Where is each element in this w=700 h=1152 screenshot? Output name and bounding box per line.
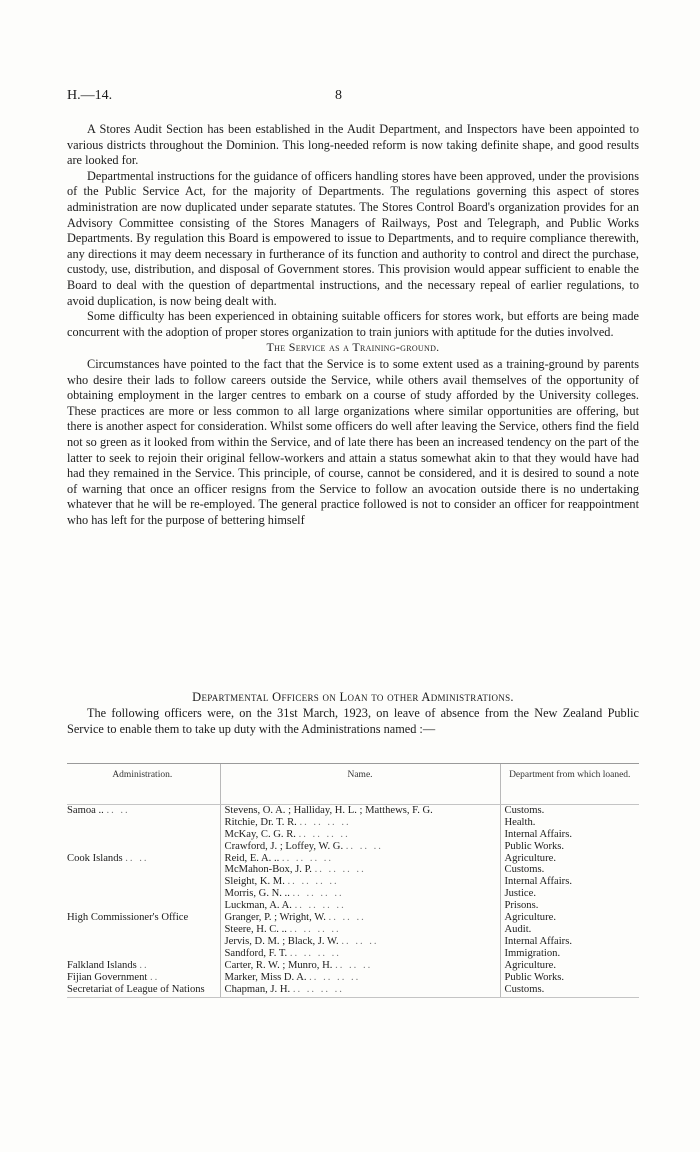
admin-cell [67, 936, 220, 948]
name-cell: Luckman, A. A. .. .. .. .. [220, 900, 500, 912]
name-cell: Sleight, K. M. .. .. .. .. [220, 876, 500, 888]
table-row [67, 984, 639, 998]
admin-cell: High Commissioner's Office [67, 912, 189, 924]
name-cell: Crawford, J. ; Loffey, W. G. .. .. .. [220, 841, 500, 853]
table-row [67, 972, 639, 984]
dept-cell: Internal Affairs. [500, 829, 639, 841]
name-cell: Ritchie, Dr. T. R. .. .. .. .. [220, 817, 500, 829]
table-row [67, 960, 639, 972]
dept-cell: Justice. [500, 888, 639, 900]
admin-cell: Secretariat of League of Nations [67, 984, 220, 998]
table-row [67, 841, 639, 853]
dept-cell: Agriculture. [500, 960, 639, 972]
name-cell: Morris, G. N. .. .. .. .. .. [220, 888, 500, 900]
table-row [67, 888, 639, 900]
name-cell: McKay, C. G. R. .. .. .. .. [220, 829, 500, 841]
paragraph: A Stores Audit Section has been established in the Audit Department, and Inspectors have been appointed to various districts throughout the Dominion. This long-needed reform is now taking definite shape, and good results are looked for. [67, 122, 639, 168]
section-heading-training-ground: The Service as a Training-ground. [266, 340, 440, 354]
section-heading-officers-on-loan: Departmental Officers on Loan to other Administrations. [192, 690, 514, 704]
dept-cell: Customs. [500, 864, 639, 876]
dept-cell: Customs. [500, 984, 639, 998]
admin-cell: Samoa .. .. .. [67, 804, 130, 816]
name-cell: Stevens, O. A. ; Halliday, H. L. ; Matthews, F. G. [220, 804, 500, 816]
table-row [67, 817, 639, 829]
name-cell: Jervis, D. M. ; Black, J. W. .. .. .. [220, 936, 500, 948]
admin-cell [67, 888, 220, 900]
admin-cell [67, 817, 220, 829]
page-number: 8 [335, 88, 342, 103]
paragraph: The following officers were, on the 31st March, 1923, on leave of absence from the New Zealand Public Service to enable them to take up duty with the Administrations named :— [67, 706, 639, 736]
paragraph: Some difficulty has been experienced in obtaining suitable officers for stores work, but efforts are being made concurrent with the adoption of proper stores organization to train juniors with aptitude for the duties involved. [67, 309, 639, 339]
admin-cell [67, 924, 220, 936]
table-row [67, 936, 639, 948]
name-cell: Carter, R. W. ; Munro, H. .. .. .. [220, 960, 500, 972]
dept-cell: Agriculture. [500, 912, 639, 924]
paragraph: Departmental instructions for the guidance of officers handling stores have been approved, under the provisions of the Public Service Act, for the majority of Departments. The regulations governing this aspect of stores administration are now duplicated under separate statutes. The Stores Control Board's organization provides for an Advisory Committee consisting of the Stores Managers of Railways, Post and Telegraph, and Public Works Departments. By regulation this Board is empowered to issue to Departments, and to require compliance therewith, any directions it may deem necessary in furtherance of its function and authority to control and direct the purchase, custody, use, distribution, and disposal of Government stores. This provision would appear sufficient to enable the Board to deal with the question of departmental instructions, and the necessary repeal of earlier regulations, to avoid duplication, is now being dealt with. [67, 168, 639, 308]
table-row [67, 829, 639, 841]
dept-cell: Health. [500, 817, 639, 829]
name-cell: Marker, Miss D. A. .. .. .. .. [220, 972, 500, 984]
table-row [67, 804, 639, 816]
admin-cell: Falkland Islands .. [67, 959, 149, 971]
admin-cell [67, 829, 220, 841]
dept-cell: Internal Affairs. [500, 936, 639, 948]
dept-cell: Agriculture. [500, 853, 639, 865]
stores-audit-section [67, 122, 639, 340]
table-row [67, 900, 639, 912]
column-header-name: Name. [220, 764, 500, 805]
name-cell: Chapman, J. H. .. .. .. .. [220, 984, 500, 998]
table-row [67, 912, 639, 924]
table-row [67, 853, 639, 865]
table-row [67, 948, 639, 960]
name-cell: Granger, P. ; Wright, W. .. .. .. [220, 912, 500, 924]
admin-cell [67, 948, 220, 960]
table-row [67, 924, 639, 936]
table-header-row [67, 764, 639, 805]
dept-cell: Public Works. [500, 972, 639, 984]
dept-cell: Public Works. [500, 841, 639, 853]
officers-on-loan-intro [67, 706, 639, 737]
dept-cell: Customs. [500, 804, 639, 816]
admin-cell [67, 841, 220, 853]
table-row [67, 876, 639, 888]
column-header-department: Department from which loaned. [500, 764, 639, 805]
dept-cell: Immigration. [500, 948, 639, 960]
paragraph: Circumstances have pointed to the fact that the Service is to some extent used as a training-ground by parents who desire their lads to follow careers outside the Service, while others avail themselves of the opportunity of obtaining employment in the larger centres to embark on a course of study afforded by the University colleges. These practices are more or less common to all large organizations where similar opportunities are offering, but there is another aspect for consideration. Whilst some officers do well after leaving the Service, others find the field not so green as it looked from within the Service, and of late there has been an increased tendency on the part of the latter to seek to rejoin their original fellow-workers and attain a status somewhat akin to that they would have had had they remained in the Service. This principle, of course, cannot be considered, and it is desired to sound a note of warning that once an officer resigns from the Service to follow an avocation outside there is no undertaking whatever that he will be re-employed. The general practice followed is not to consider an officer for reappointment who has left for the purpose of bettering himself [67, 357, 639, 527]
table-row [67, 864, 639, 876]
name-cell: Steere, H. C. .. .. .. .. .. [220, 924, 500, 936]
report-reference: H.—14. [67, 88, 113, 103]
admin-cell [67, 876, 220, 888]
admin-cell: Cook Islands .. .. [67, 852, 149, 864]
dept-cell: Internal Affairs. [500, 876, 639, 888]
dept-cell: Audit. [500, 924, 639, 936]
admin-cell [67, 864, 220, 876]
column-header-administration: Administration. [67, 764, 220, 805]
admin-cell [67, 900, 220, 912]
name-cell: McMahon-Box, J. P. .. .. .. .. [220, 864, 500, 876]
admin-cell: Fijian Government .. [67, 971, 160, 983]
name-cell: Reid, E. A. .. .. .. .. .. [220, 853, 500, 865]
officers-on-loan-table [67, 763, 639, 998]
dept-cell: Prisons. [500, 900, 639, 912]
name-cell: Sandford, F. T. .. .. .. .. [220, 948, 500, 960]
training-ground-section [67, 357, 639, 529]
